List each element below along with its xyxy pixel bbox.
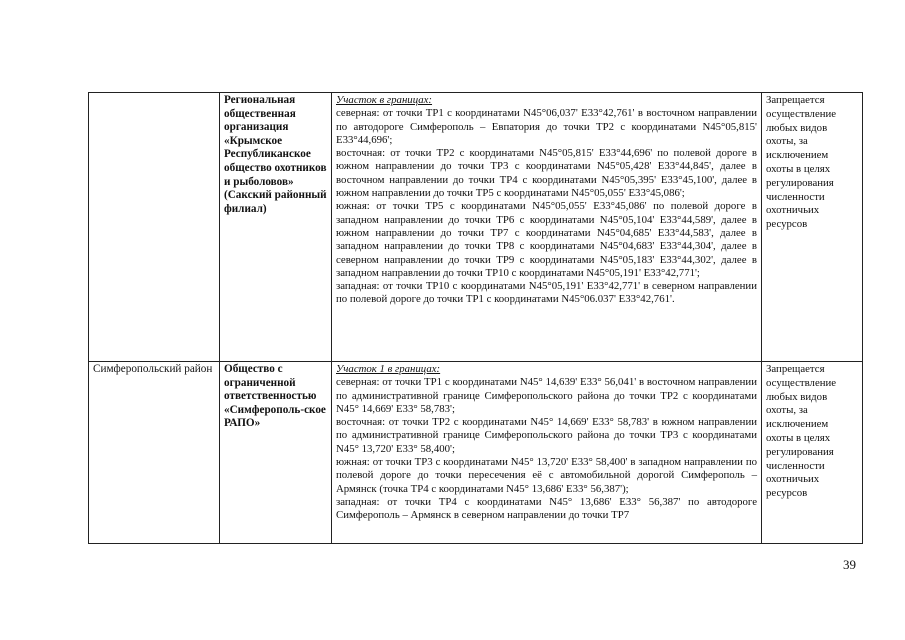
restriction-note-cell: Запрещается осуществление любых видов охоты, за исключением охоты в целях регулирования численности охотничьих ресурсов bbox=[762, 93, 863, 362]
restriction-note-cell: Запрещается осуществление любых видов охоты, за исключением охоты в целях регулирования численности охотничьих ресурсов bbox=[762, 362, 863, 544]
zone-heading: Участок в границах: bbox=[336, 94, 433, 106]
boundary-east: восточная: от точки ТР2 с координатами N45° 14,669' E33° 58,783' в южном направлении по административной границе Симферопольского района до точки ТР3 с координатами N45° 13,720' E33° 58,400'; bbox=[336, 416, 757, 455]
organization-cell: Общество с ограниченной ответственностью «Симферополь-ское РАПО» bbox=[220, 362, 332, 544]
boundary-south: южная: от точки ТР3 с координатами N45° 13,720' E33° 58,400' в западном направлении по полевой дороге до точки пересечения её с автомобильной дорогой Симферополь – Армянск (точка ТР4 с координатами N45° 13,686' E33° 56,387'); bbox=[336, 456, 757, 495]
boundary-south: южная: от точки ТР5 с координатами N45°05,055' E33°45,086' по полевой дороге в западном направлении до точки ТР6 с координатами N45°05,104' E33°44,589', далее в южном направлении до точки ТР7 с координатами N45°04,685' E33°44,583', далее в западном направлении до точки ТР8 с координатами N45°04,683' E33°44,304', далее в северном направлении до точки ТР9 с координатами N45°05,183' E33°44,302', далее в западном направлении до точки ТР10 с координатами N45°05,191' E33°42,771'; bbox=[336, 200, 757, 279]
hunting-grounds-table bbox=[88, 92, 863, 544]
organization-cell: Региональная общественная организация «Крымское Республиканское общество охотников и рыболовов» (Сакский районный филиал) bbox=[220, 93, 332, 362]
district-cell: Симферопольский район bbox=[89, 362, 220, 544]
zone-boundaries-cell bbox=[332, 93, 762, 362]
table-row bbox=[89, 362, 863, 544]
table-row bbox=[89, 93, 863, 362]
boundary-north: северная: от точки ТР1 с координатами N45° 14,639' E33° 56,041' в восточном направлении по административной границе Симферопольского района до точки ТР2 с координатами N45° 14,669' E33° 58,783'; bbox=[336, 376, 757, 415]
zone-heading: Участок 1 в границах: bbox=[336, 363, 441, 375]
boundary-north: северная: от точки ТР1 с координатами N45°06,037' E33°42,761' в восточном направлении по автодороге Симферополь – Евпатория до точки ТР2 с координатами N45°05,815' E33°44,696'; bbox=[336, 107, 757, 146]
page-number: 39 bbox=[843, 557, 856, 572]
boundary-west: западная: от точки ТР10 с координатами N45°05,191' E33°42,771' в северном направлении по полевой дороге до точки ТР1 с координатами N45°06.037' E33°42,761'. bbox=[336, 280, 757, 306]
boundary-west: западная: от точки ТР4 с координатами N45° 13,686' E33° 56,387' по автодороге Симферополь – Армянск в северном направлении до точки ТР7 bbox=[336, 495, 757, 522]
boundary-east: восточная: от точки ТР2 с координатами N45°05,815' E33°44,696' по полевой дороге в южном направлении до точки ТР3 с координатами N45°05,428' E33°44,845', далее в восточном направлении до точки ТР4 с координатами N45°05,395' E33°45,100', далее в южном направлении до точки ТР5 с координатами N45°05,055' E33°45,086'; bbox=[336, 147, 757, 200]
district-cell bbox=[89, 93, 220, 362]
zone-boundaries-cell bbox=[332, 362, 762, 544]
